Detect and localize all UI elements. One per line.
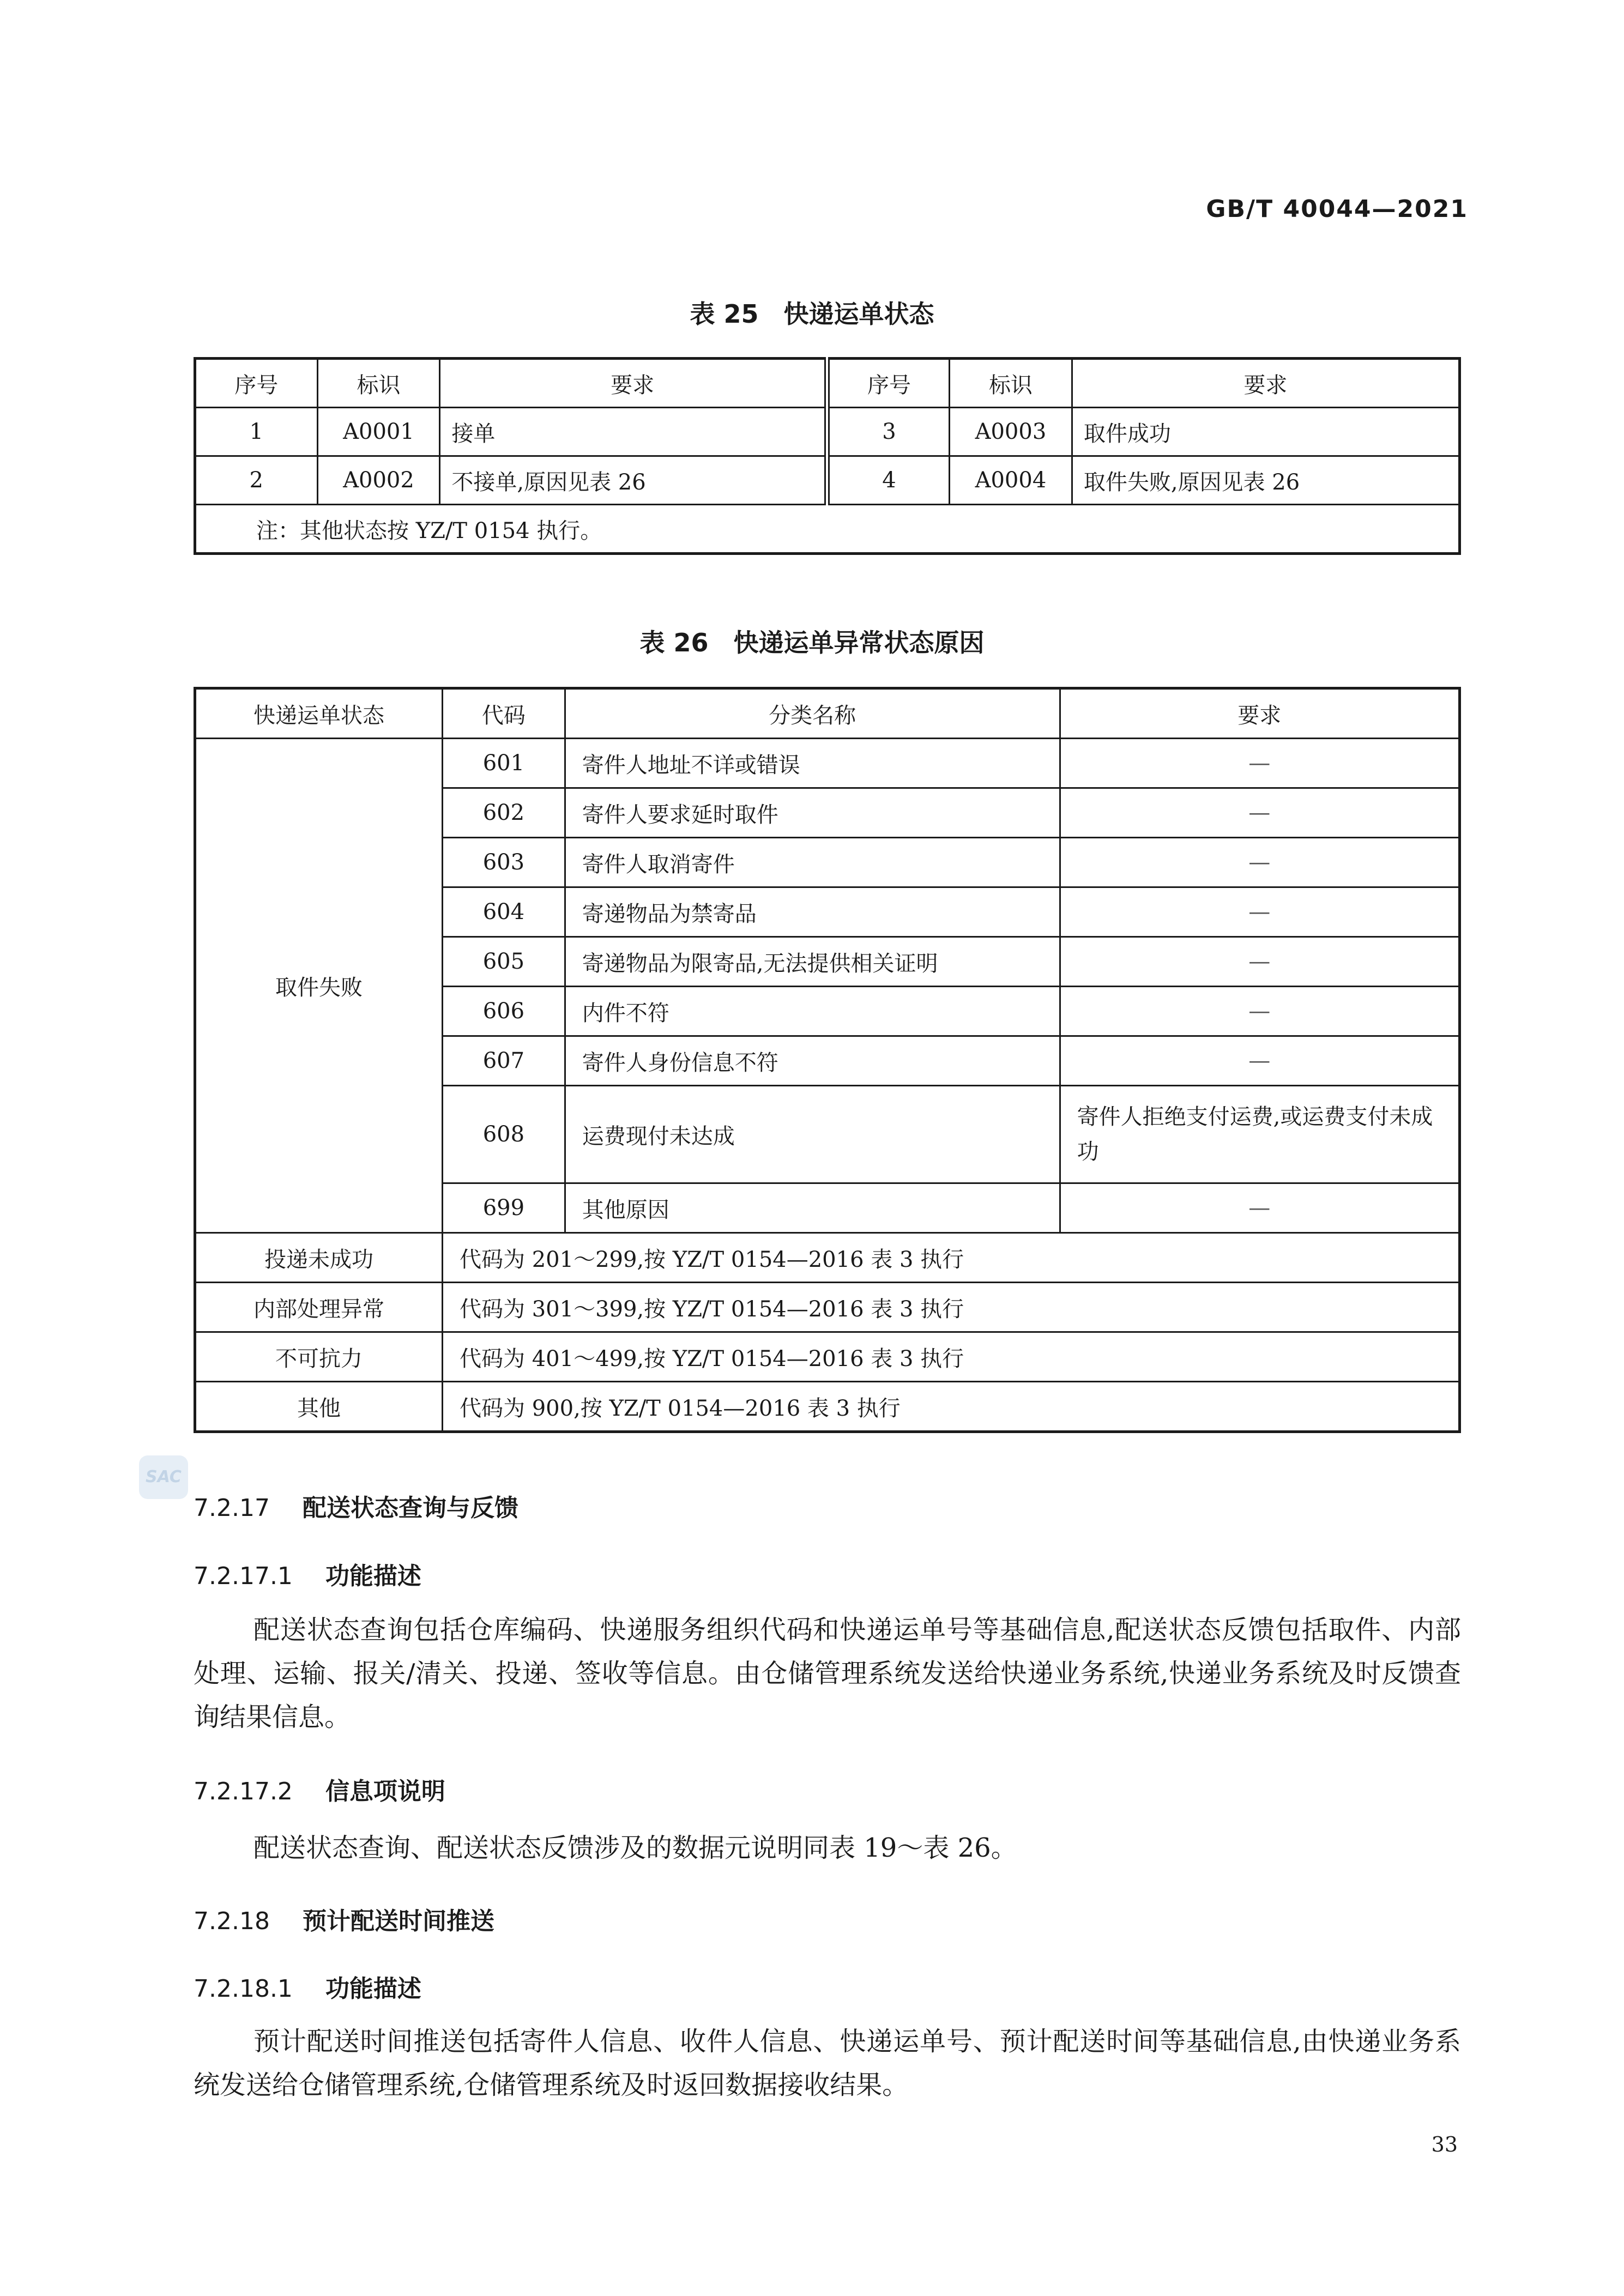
table-cell: A0002 xyxy=(317,456,440,505)
status-cell: 内部处理异常 xyxy=(195,1283,443,1332)
table-row xyxy=(195,1233,1460,1283)
code-cell: 602 xyxy=(443,788,565,838)
section-heading xyxy=(194,1556,421,1591)
header-cell: 序号 xyxy=(827,359,950,408)
header-cell: 代码 xyxy=(443,688,565,739)
code-cell: 603 xyxy=(443,838,565,887)
header-cell: 要求 xyxy=(440,359,827,408)
code-cell: 607 xyxy=(443,1036,565,1086)
standard-code: GB/T 40044—2021 xyxy=(1206,195,1468,223)
table-row xyxy=(195,1382,1460,1432)
section-title: 预计配送时间推送 xyxy=(302,1907,494,1935)
code-cell: 601 xyxy=(443,739,565,788)
status-cell: 投递未成功 xyxy=(195,1233,443,1283)
page-number: 33 xyxy=(1431,2132,1458,2156)
header-cell: 序号 xyxy=(195,359,318,408)
section-number: 7.2.17 xyxy=(194,1494,270,1522)
category-cell: 运费现付未达成 xyxy=(565,1086,1060,1183)
table-note-row xyxy=(195,505,1460,554)
category-cell: 寄件人要求延时取件 xyxy=(565,788,1060,838)
header-cell: 快递运单状态 xyxy=(195,688,443,739)
table-note: 注：其他状态按 YZ/T 0154 执行。 xyxy=(195,505,1460,554)
table-row xyxy=(195,739,1460,788)
category-cell: 寄递物品为禁寄品 xyxy=(565,887,1060,937)
description-cell: 代码为 900,按 YZ/T 0154—2016 表 3 执行 xyxy=(443,1382,1460,1432)
sac-watermark-logo: SAC xyxy=(139,1455,188,1499)
section-title: 功能描述 xyxy=(325,1975,421,2003)
requirement-cell: — xyxy=(1060,788,1459,838)
requirement-cell: — xyxy=(1060,739,1459,788)
table-cell: 3 xyxy=(827,408,950,456)
category-cell: 内件不符 xyxy=(565,987,1060,1036)
description-cell: 代码为 401～499,按 YZ/T 0154—2016 表 3 执行 xyxy=(443,1332,1460,1382)
section-title: 功能描述 xyxy=(325,1562,421,1590)
status-cell: 不可抗力 xyxy=(195,1332,443,1382)
paragraph: 预计配送时间推送包括寄件人信息、收件人信息、快递运单号、预计配送时间等基础信息,由快递业务系统发送给仓储管理系统,仓储管理系统及时返回数据接收结果。 xyxy=(194,2026,1461,2100)
table26-caption: 表 26 快递运单异常状态原因 xyxy=(639,628,985,657)
requirement-cell: — xyxy=(1060,987,1459,1036)
description-cell: 代码为 201～299,按 YZ/T 0154—2016 表 3 执行 xyxy=(443,1233,1460,1283)
table-cell: 不接单,原因见表 26 xyxy=(440,456,827,505)
code-cell: 605 xyxy=(443,937,565,987)
header-cell: 分类名称 xyxy=(565,688,1060,739)
table-cell: A0003 xyxy=(950,408,1072,456)
table-header-row xyxy=(195,359,1460,408)
table-cell: 取件成功 xyxy=(1072,408,1459,456)
table-cell: 接单 xyxy=(440,408,827,456)
section-number: 7.2.17.2 xyxy=(194,1778,293,1805)
category-cell: 寄递物品为限寄品,无法提供相关证明 xyxy=(565,937,1060,987)
description-cell: 代码为 301～399,按 YZ/T 0154—2016 表 3 执行 xyxy=(443,1283,1460,1332)
code-cell: 699 xyxy=(443,1183,565,1233)
requirement-cell: — xyxy=(1060,838,1459,887)
category-cell: 寄件人身份信息不符 xyxy=(565,1036,1060,1086)
table-26 xyxy=(194,687,1461,1433)
category-cell: 寄件人取消寄件 xyxy=(565,838,1060,887)
requirement-cell: — xyxy=(1060,1036,1459,1086)
section-heading xyxy=(194,1488,518,1523)
table-cell: 取件失败,原因见表 26 xyxy=(1072,456,1459,505)
table25-caption: 表 25 快递运单状态 xyxy=(690,299,934,329)
section-number: 7.2.18.1 xyxy=(194,1975,293,2003)
header-cell: 标识 xyxy=(950,359,1072,408)
header-cell: 要求 xyxy=(1060,688,1459,739)
header-cell: 要求 xyxy=(1072,359,1459,408)
code-cell: 604 xyxy=(443,887,565,937)
category-cell: 其他原因 xyxy=(565,1183,1060,1233)
requirement-cell: 寄件人拒绝支付运费,或运费支付未成功 xyxy=(1060,1086,1459,1183)
section-title: 配送状态查询与反馈 xyxy=(302,1494,518,1522)
section-number: 7.2.17.1 xyxy=(194,1562,293,1590)
table-header-row xyxy=(195,688,1460,739)
requirement-cell: — xyxy=(1060,937,1459,987)
status-cell: 其他 xyxy=(195,1382,443,1432)
code-cell: 606 xyxy=(443,987,565,1036)
header-cell: 标识 xyxy=(317,359,440,408)
requirement-cell: — xyxy=(1060,1183,1459,1233)
table-row xyxy=(195,1332,1460,1382)
table-25 xyxy=(194,357,1461,555)
table-cell: 4 xyxy=(827,456,950,505)
category-cell: 寄件人地址不详或错误 xyxy=(565,739,1060,788)
paragraph: 配送状态查询、配送状态反馈涉及的数据元说明同表 19～表 26。 xyxy=(253,1833,1017,1863)
table-cell: A0004 xyxy=(950,456,1072,505)
section-title: 信息项说明 xyxy=(325,1778,445,1805)
table-row xyxy=(195,456,1460,505)
code-cell: 608 xyxy=(443,1086,565,1183)
table-cell: 1 xyxy=(195,408,318,456)
table-row xyxy=(195,1283,1460,1332)
section-heading xyxy=(194,1901,494,1936)
section-number: 7.2.18 xyxy=(194,1907,270,1935)
requirement-cell: — xyxy=(1060,887,1459,937)
table-cell: 2 xyxy=(195,456,318,505)
section-heading xyxy=(194,1772,445,1806)
table-cell: A0001 xyxy=(317,408,440,456)
table-row xyxy=(195,408,1460,456)
paragraph: 配送状态查询包括仓库编码、快递服务组织代码和快递运单号等基础信息,配送状态反馈包括取件、内部处理、运输、报关/清关、投递、签收等信息。由仓储管理系统发送给快递业务系统,快递业务系统及时反馈查询结果信息。 xyxy=(194,1615,1461,1732)
section-heading xyxy=(194,1969,421,2004)
status-group-cell: 取件失败 xyxy=(195,739,443,1233)
